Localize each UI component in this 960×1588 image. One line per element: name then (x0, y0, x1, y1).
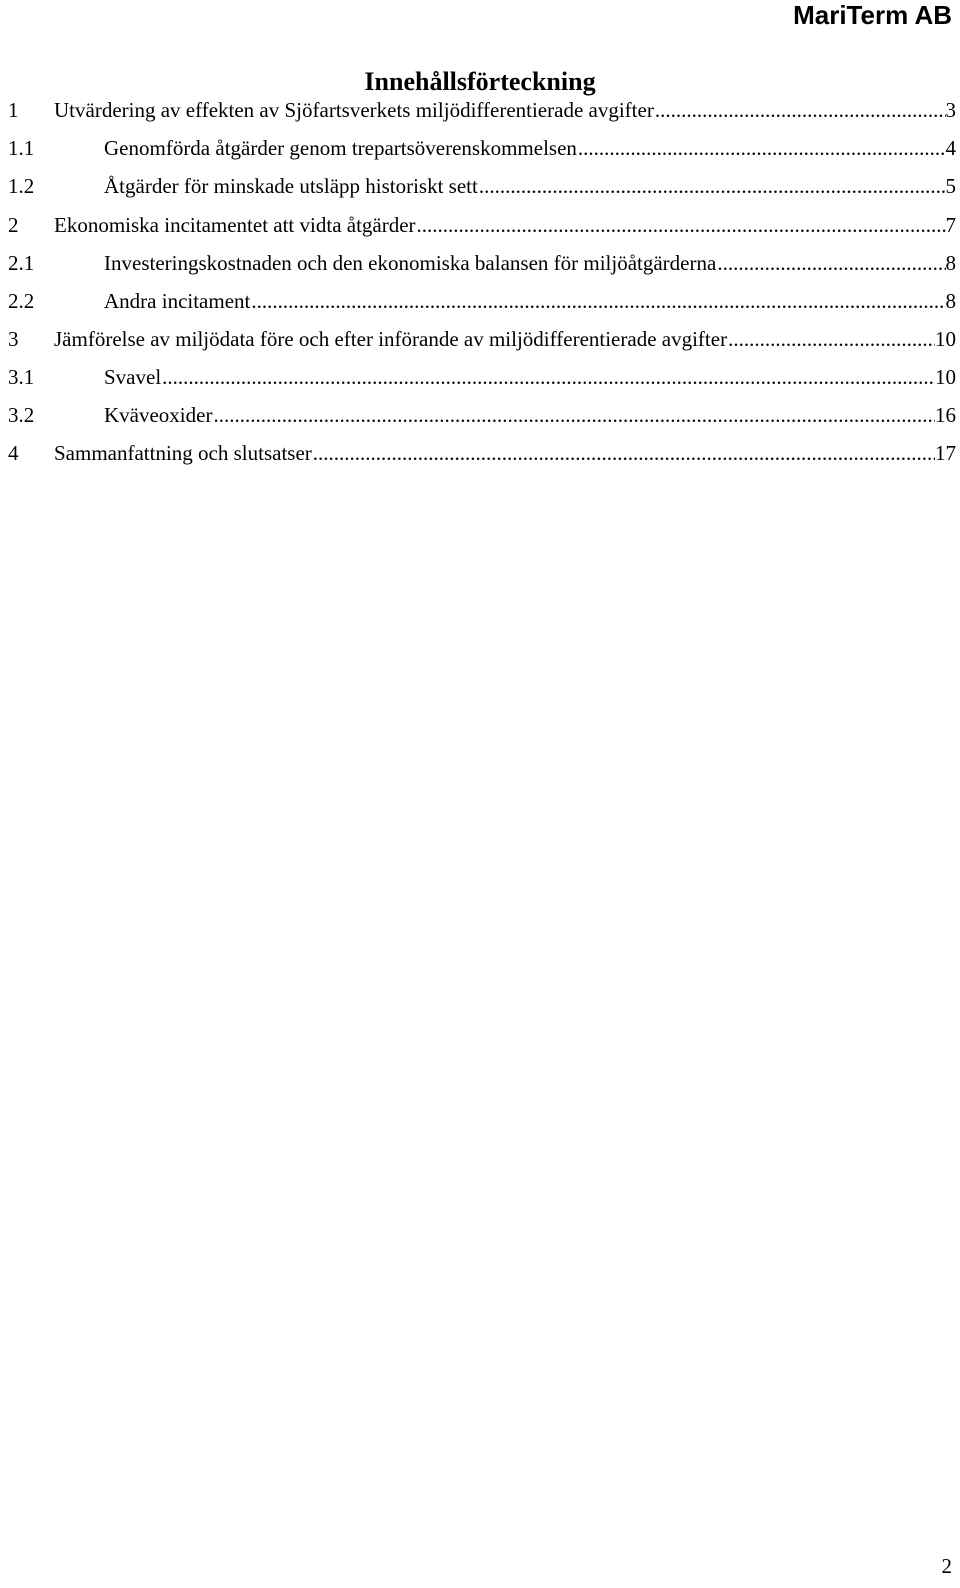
toc-dot-leader (212, 399, 935, 431)
toc-entry-2[interactable] (0, 209, 956, 241)
toc-dot-leader (416, 209, 946, 241)
toc-entry-title: Andra incitament (104, 289, 251, 313)
toc-entry-page: 8 (945, 289, 956, 313)
toc-entry-number: 2 (8, 213, 19, 237)
toc-entry-page: 8 (945, 251, 956, 275)
toc-entry-title: Investeringskostnaden och den ekonomiska balansen för miljöåtgärderna (104, 251, 717, 275)
toc-title: Innehållsförteckning (364, 67, 596, 96)
toc-entry-title: Sammanfattning och slutsatser (54, 441, 312, 465)
toc-entry-1[interactable] (0, 94, 956, 126)
toc-dot-leader (478, 170, 946, 202)
toc-entry-page: 10 (935, 365, 956, 389)
toc-entry-number: 1.1 (8, 136, 35, 160)
toc-entry-3[interactable] (0, 323, 956, 355)
toc-entry-page: 4 (945, 136, 956, 160)
toc-dot-leader (654, 94, 946, 126)
toc-entry-title: Kväveoxider (104, 403, 213, 427)
toc-dot-leader (577, 132, 946, 164)
toc-entry-2-2[interactable] (0, 285, 956, 317)
toc-dot-leader (727, 323, 935, 355)
toc-entry-title: Jämförelse av miljödata före och efter införande av miljödifferentierade avgifter (54, 327, 728, 351)
toc-entry-3-2[interactable] (0, 399, 956, 431)
toc-entry-number: 1.2 (8, 174, 35, 198)
page-number: 2 (941, 1554, 952, 1578)
toc-entry-number: 3.2 (8, 403, 35, 427)
toc-entry-number: 2.2 (8, 289, 35, 313)
toc-entry-page: 3 (945, 98, 956, 122)
toc-entry-page: 5 (945, 174, 956, 198)
toc-entry-title: Genomförda åtgärder genom trepartsöverenskommelsen (104, 136, 577, 160)
toc-entry-1-1[interactable] (0, 132, 956, 164)
toc-dot-leader (312, 437, 935, 469)
toc-dot-leader (161, 361, 935, 393)
toc-entry-number: 3.1 (8, 365, 35, 389)
toc-entry-4[interactable] (0, 437, 956, 469)
toc-entry-title: Utvärdering av effekten av Sjöfartsverkets miljödifferentierade avgifter (54, 98, 654, 122)
toc-entry-2-1[interactable] (0, 247, 956, 279)
toc-entry-page: 16 (935, 403, 956, 427)
toc-entry-page: 17 (935, 441, 956, 465)
toc-dot-leader (716, 247, 945, 279)
toc-entry-number: 2.1 (8, 251, 35, 275)
toc-entry-1-2[interactable] (0, 170, 956, 202)
toc-entry-title: Ekonomiska incitamentet att vidta åtgärder (54, 213, 416, 237)
toc-dot-leader (250, 285, 945, 317)
company-header: MariTerm AB (793, 0, 952, 30)
toc-entry-3-1[interactable] (0, 361, 956, 393)
toc-entry-title: Svavel (104, 365, 162, 389)
toc-entry-page: 7 (945, 213, 956, 237)
toc-entry-title: Åtgärder för minskade utsläpp historiskt sett (104, 174, 478, 198)
toc-entry-number: 4 (8, 441, 19, 465)
toc-entry-page: 10 (935, 327, 956, 351)
toc-entry-number: 3 (8, 327, 19, 351)
toc-entry-number: 1 (8, 98, 19, 122)
